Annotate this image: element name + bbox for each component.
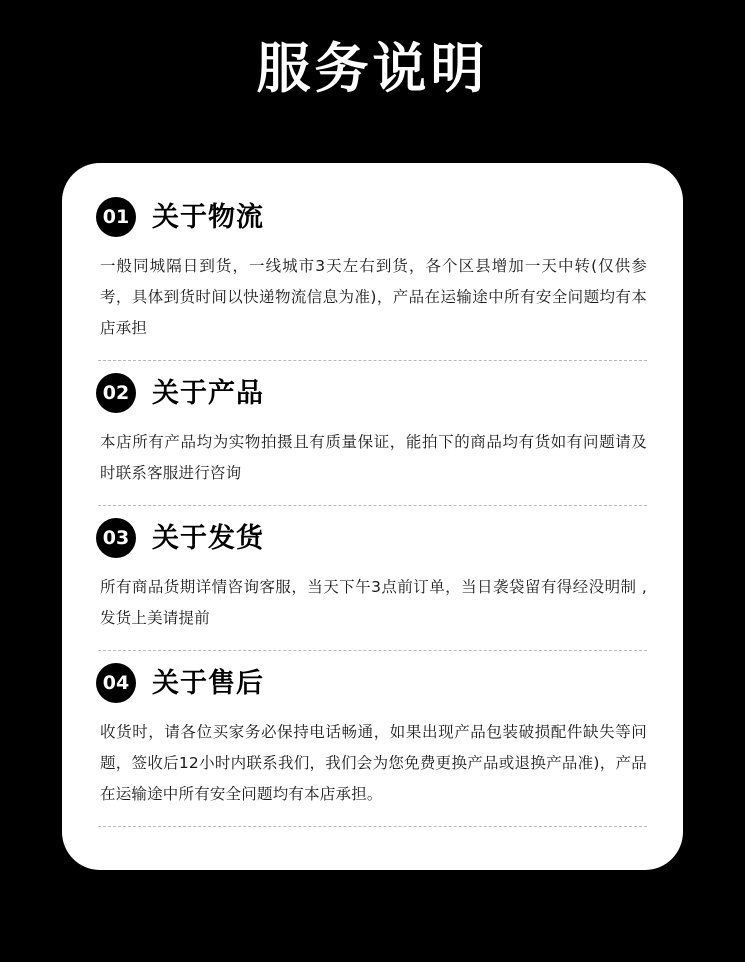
section-product <box>96 365 649 489</box>
page-title: 服务说明 <box>256 37 489 100</box>
section-divider <box>98 505 647 506</box>
section-title: 关于产品 <box>152 377 264 409</box>
section-title: 关于发货 <box>152 522 264 554</box>
section-body: 一般同城隔日到货，一线城市3天左右到货，各个区县增加一天中转(仅供参考，具体到货时间以快递物流信息为准)，产品在运输途中所有安全问题均有本店承担 <box>100 257 647 337</box>
section-divider <box>98 650 647 651</box>
section-divider <box>98 826 647 827</box>
section-shipping <box>96 510 649 634</box>
section-body: 所有商品货期详情咨询客服，当天下午3点前订单，当日袭袋留有得经没明制 ,发货上美请提前 <box>100 578 647 627</box>
section-header <box>96 518 649 558</box>
section-header <box>96 373 649 413</box>
section-number-badge: 04 <box>96 663 136 703</box>
section-number-badge: 03 <box>96 518 136 558</box>
section-logistics <box>96 193 649 344</box>
section-number-badge: 02 <box>96 373 136 413</box>
section-divider <box>98 360 647 361</box>
section-body: 本店所有产品均为实物拍摄且有质量保证，能拍下的商品均有货如有问题请及时联系客服进行咨询 <box>100 433 647 482</box>
section-number-badge: 01 <box>96 197 136 237</box>
section-title: 关于物流 <box>152 201 264 233</box>
section-header <box>96 663 649 703</box>
section-after-sales <box>96 655 649 810</box>
service-card <box>62 163 683 870</box>
section-body: 收货时，请各位买家务必保持电话畅通，如果出现产品包装破损配件缺失等问题，签收后12小时内联系我们，我们会为您免费更换产品或退换产品准)，产品在运输途中所有安全问题均有本店承担。 <box>100 723 647 803</box>
section-header <box>96 197 649 237</box>
section-title: 关于售后 <box>152 667 264 699</box>
